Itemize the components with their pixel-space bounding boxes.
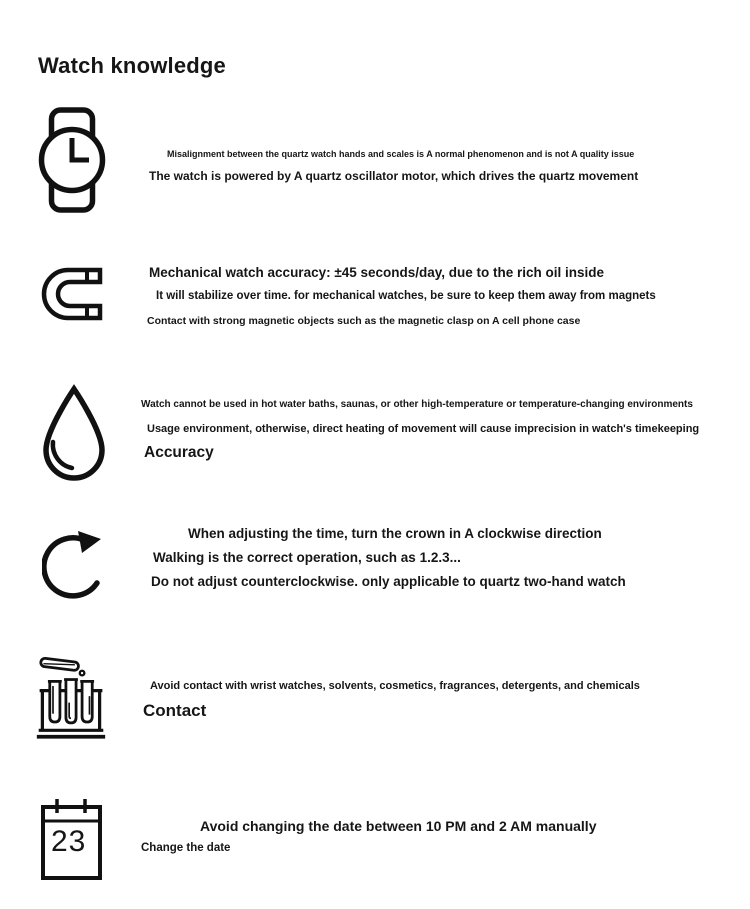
section-chemicals-heading: Contact (143, 701, 207, 720)
section-temperature-heading: Accuracy (144, 444, 214, 461)
water-drop-icon (40, 384, 108, 482)
section-quartz-note: Misalignment between the quartz watch hands and scales is A normal phenomenon and is not A quality issue (167, 149, 635, 159)
section-crown-note: Do not adjust counterclockwise. only applicable to quartz two-hand watch (151, 574, 626, 589)
section-crown-main: When adjusting the time, turn the crown in A clockwise direction (188, 526, 602, 541)
watch-icon (38, 107, 106, 213)
test-tubes-icon (35, 649, 107, 747)
section-date-main: Avoid changing the date between 10 PM and 2 AM manually (200, 818, 597, 834)
calendar-date-label: 23 (51, 825, 87, 858)
clockwise-arrow-icon (42, 523, 108, 605)
section-quartz-main: The watch is powered by A quartz oscillator motor, which drives the quartz movement (149, 169, 639, 183)
section-crown-sub: Walking is the correct operation, such as 1.2.3... (153, 550, 461, 565)
calendar-icon (40, 797, 103, 881)
magnet-icon (40, 266, 104, 322)
section-temperature-sub: Usage environment, otherwise, direct heating of movement will cause imprecision in watch's timekeeping (147, 423, 700, 435)
section-chemicals-note: Avoid contact with wrist watches, solvents, cosmetics, fragrances, detergents, and chemicals (150, 680, 640, 692)
section-date-sub: Change the date (141, 842, 231, 854)
page-title: Watch knowledge (38, 52, 226, 78)
section-magnetism-sub: It will stabilize over time. for mechanical watches, be sure to keep them away from magnets (156, 290, 656, 302)
section-magnetism-note: Contact with strong magnetic objects such as the magnetic clasp on A cell phone case (147, 315, 581, 327)
section-temperature-note: Watch cannot be used in hot water baths, saunas, or other high-temperature or temperature-changing environments (141, 399, 693, 410)
section-magnetism-main: Mechanical watch accuracy: ±45 seconds/day, due to the rich oil inside (149, 265, 605, 280)
